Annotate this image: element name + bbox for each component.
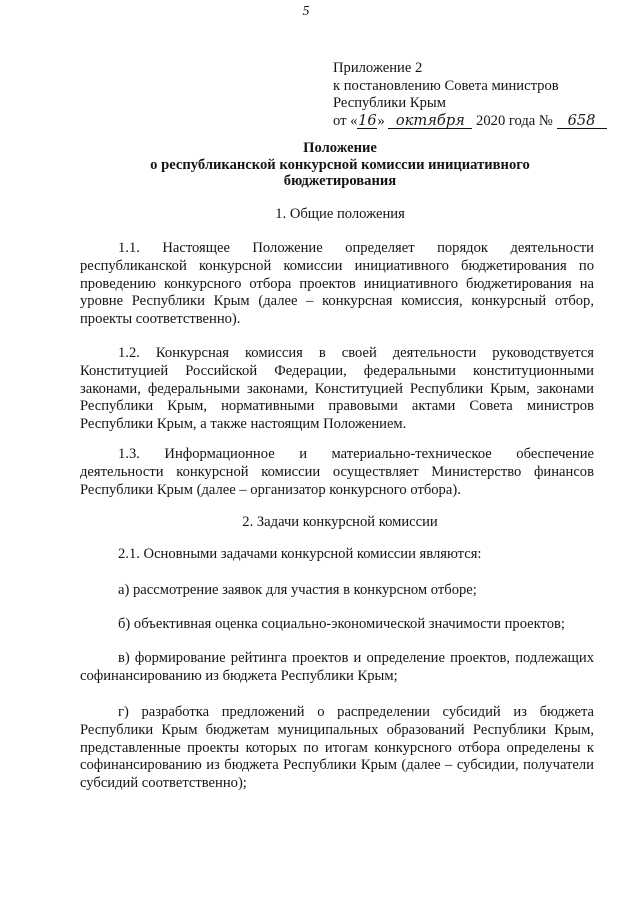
title-line-2: о республиканской конкурсной комиссии инициативного xyxy=(150,156,530,173)
handwritten-day: 16 xyxy=(358,111,377,129)
appendix-line-2: к постановлению Совета министров xyxy=(333,77,559,94)
list-item-g: г) разработка предложений о распределении субсидий из бюджета Республики Крым бюджетам муниципальных образований Республики Крым, представленные проекты которых по итогам конкурсного отбора определены к софинансированию из бюджета Республики Крым (далее – субсидии, получатели субсидий соответственно); xyxy=(80,704,594,792)
handwritten-month: октября xyxy=(388,114,472,129)
date-mid: » xyxy=(377,112,385,129)
appendix-line-3: Республики Крым xyxy=(333,95,446,111)
appendix-line-1: Приложение 2 xyxy=(333,60,423,76)
date-prefix: от « xyxy=(333,112,358,129)
date-suffix: 2020 года № xyxy=(476,112,553,129)
document-title xyxy=(80,140,600,190)
paragraph-1-3: 1.3. Информационное и материально-техническое обеспечение деятельности конкурсной комиссии осуществляет Министерство финансов Республики Крым (далее – организатор конкурсного отбора). xyxy=(80,446,594,498)
list-item-a: а) рассмотрение заявок для участия в конкурсном отборе; xyxy=(118,582,477,598)
section-2-heading: 2. Задачи конкурсной комиссии xyxy=(242,514,438,530)
paragraph-1-2: 1.2. Конкурсная комиссия в своей деятельности руководствуется Конституцией Российской Федерации, федеральными конституционными законами, федеральными законами, Конституцией Республики Крым, законами Республики Крым, нормативными правовыми актами Совета министров Республики Крым, а также настоящим Положением. xyxy=(80,345,594,433)
section-1-heading: 1. Общие положения xyxy=(275,206,405,222)
appendix-date-line xyxy=(333,113,607,131)
paragraph-2-1: 2.1. Основными задачами конкурсной комиссии являются: xyxy=(118,546,482,562)
paragraph-1-1: 1.1. Настоящее Положение определяет порядок деятельности республиканской конкурсной комиссии инициативного бюджетирования по проведению конкурсного отбора проектов инициативного бюджетирования на уровне Республики Крым (далее – конкурсная комиссия, конкурсный отбор, проекты соответственно). xyxy=(80,240,594,328)
list-item-v: в) формирование рейтинга проектов и определение проектов, подлежащих софинансированию из бюджета Республики Крым; xyxy=(80,650,594,684)
appendix-block xyxy=(333,60,607,130)
title-line-3: бюджетирования xyxy=(283,173,397,189)
page-number: 5 xyxy=(302,4,310,19)
handwritten-doc-number: 658 xyxy=(557,114,607,129)
title-line-1: Положение xyxy=(303,140,377,156)
list-item-b: б) объективная оценка социально-экономической значимости проектов; xyxy=(118,616,565,632)
